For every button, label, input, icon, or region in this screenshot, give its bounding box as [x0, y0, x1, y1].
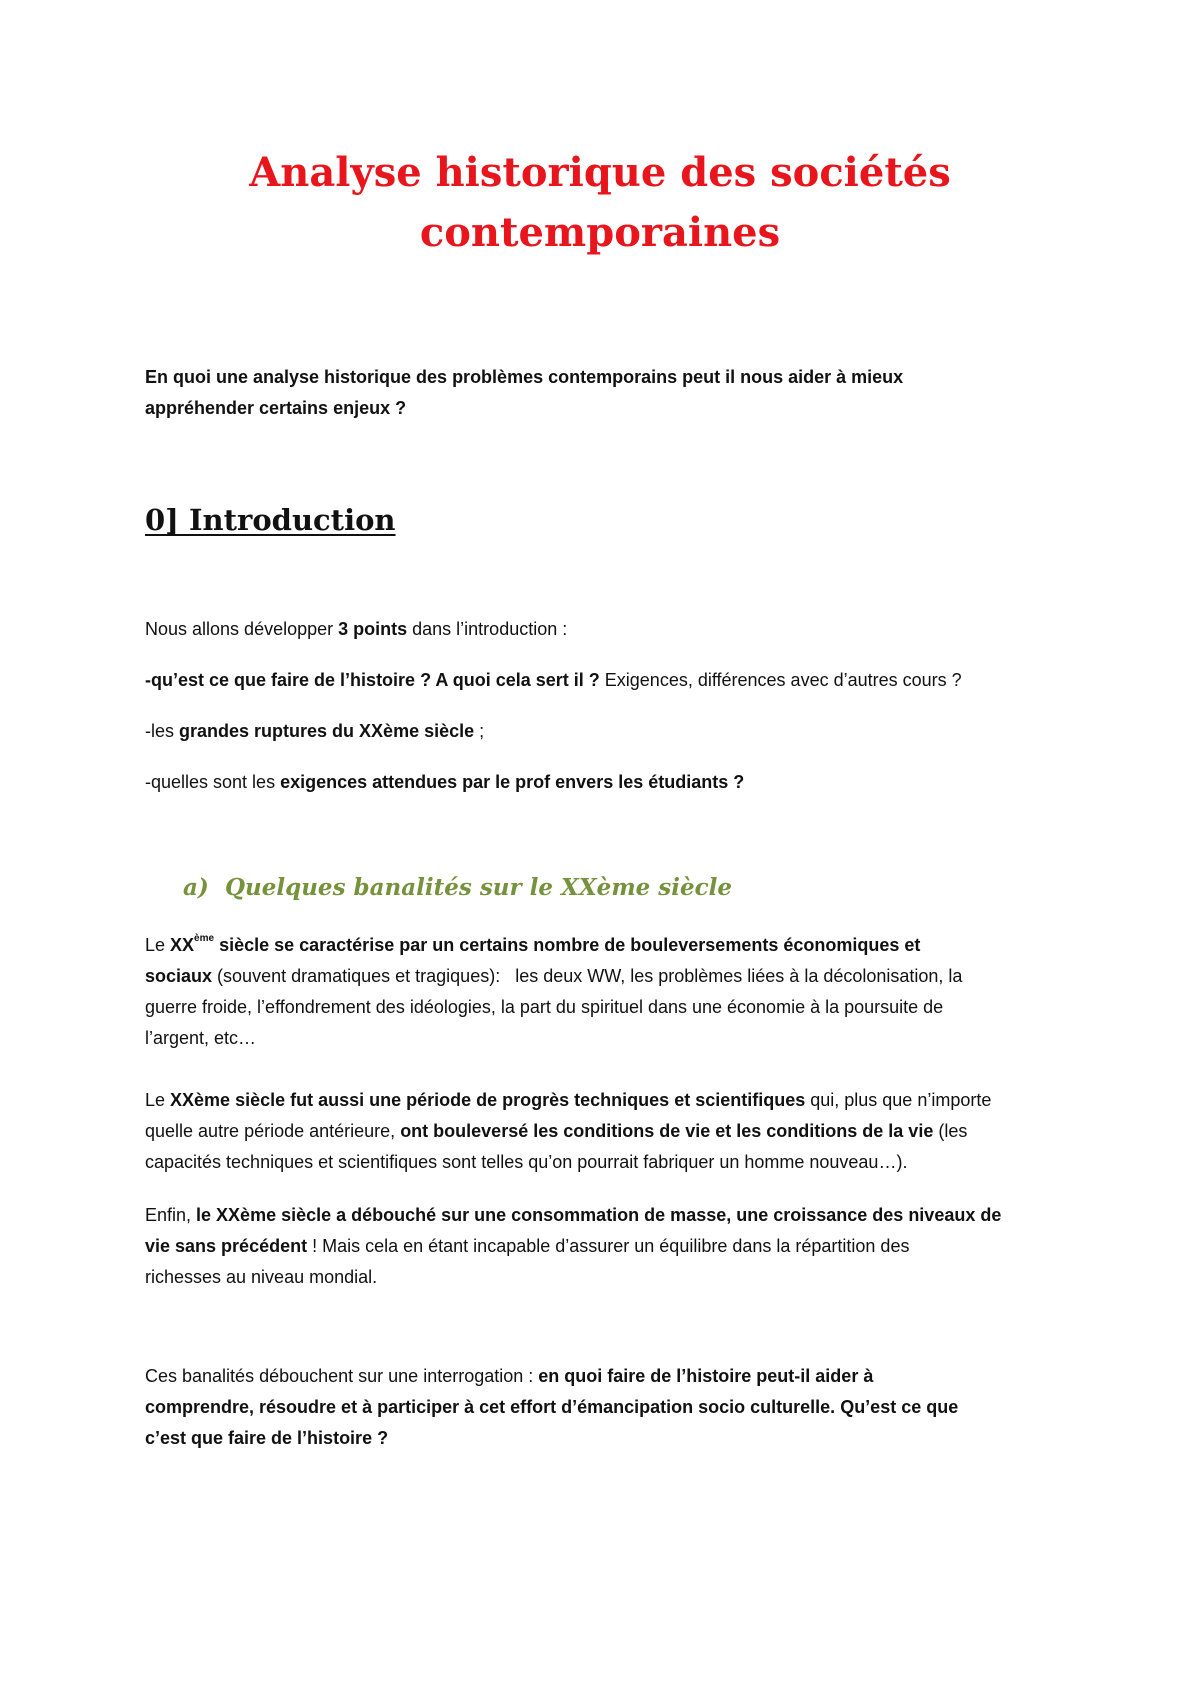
- p4-bold-d: c’est que faire de l’histoire ?: [145, 1428, 389, 1448]
- paragraph-4-line-3: [145, 1423, 1075, 1454]
- subheading-marker: a): [183, 874, 209, 901]
- paragraph-2: [145, 1085, 1075, 1178]
- bullet-3-plain: -quelles sont les: [145, 772, 281, 792]
- p1-sociaux: sociaux: [145, 966, 213, 986]
- paragraph-1: [145, 930, 1075, 1054]
- paragraph-3: [145, 1200, 1075, 1293]
- paragraph-2-line-2: [145, 1116, 1075, 1147]
- p2-text-a: Le: [145, 1090, 171, 1110]
- section-heading-introduction: 0] Introduction: [145, 503, 396, 537]
- paragraph-1-line-1: [145, 930, 1075, 961]
- p2-bold-b: XXème siècle fut aussi une période de progrès techniques et scientifiques: [170, 1090, 806, 1110]
- p3-text-a: Enfin,: [145, 1205, 197, 1225]
- intro-emphasis: 3 points: [338, 619, 408, 639]
- central-question: [145, 362, 1065, 424]
- bullet-2-end: ;: [474, 721, 485, 741]
- p1-text-a: Le: [145, 935, 171, 955]
- p1-text-e: (souvent dramatiques et tragiques): les deux WW, les problèmes liées à la décolonisation, la: [212, 966, 963, 986]
- paragraph-3-line-1: [145, 1200, 1075, 1231]
- p2-text-f: (les: [933, 1121, 968, 1141]
- p3-bold-c: vie sans précédent: [145, 1236, 308, 1256]
- paragraph-1-line-4: l’argent, etc…: [145, 1028, 257, 1048]
- p2-bold-e: ont bouleversé les conditions de vie et les conditions de la vie: [400, 1121, 934, 1141]
- subheading-banalites: [183, 872, 732, 904]
- paragraph-4: [145, 1361, 1075, 1454]
- paragraph-4-line-1: [145, 1361, 1075, 1392]
- bullet-3: [145, 767, 1075, 798]
- p1-text-c: siècle se caractérise par un certains nombre de bouleversements économiques et: [214, 935, 921, 955]
- p1-superscript: ème: [194, 933, 215, 944]
- bullet-3-bold: exigences attendues par le prof envers les étudiants ?: [280, 772, 745, 792]
- intro-text: Nous allons développer: [145, 619, 339, 639]
- p2-text-c: qui, plus que n’importe: [805, 1090, 992, 1110]
- p3-text-d: ! Mais cela en étant incapable d’assurer un équilibre dans la répartition des: [307, 1236, 910, 1256]
- paragraph-2-line-1: [145, 1085, 1075, 1116]
- paragraph-1-line-2: [145, 961, 1075, 992]
- bullet-2-plain: -les: [145, 721, 180, 741]
- bullet-1-rest: Exigences, différences avec d’autres cours ?: [599, 670, 962, 690]
- bullet-1: [145, 665, 1075, 696]
- document-title-line-1: Analyse historique des sociétés: [249, 149, 951, 196]
- p2-text-d: quelle autre période antérieure,: [145, 1121, 401, 1141]
- intro-text-end: dans l’introduction :: [407, 619, 568, 639]
- central-question-line-2: appréhender certains enjeux ?: [145, 398, 407, 418]
- p3-bold-b: le XXème siècle a débouché sur une consommation de masse, une croissance des niveaux de: [196, 1205, 1002, 1225]
- p4-bold-c: comprendre, résoudre et à participer à cet effort d’émancipation socio culturelle. Qu’est ce que: [145, 1397, 959, 1417]
- paragraph-4-line-2: [145, 1392, 1075, 1423]
- bullet-2: [145, 716, 1075, 747]
- bullet-2-bold: grandes ruptures du XXème siècle: [179, 721, 475, 741]
- paragraph-2-line-3: capacités techniques et scientifiques sont telles qu’on pourrait fabriquer un homme nouveau…).: [145, 1152, 908, 1172]
- intro-paragraph: [145, 614, 1075, 645]
- central-question-line-1: En quoi une analyse historique des problèmes contemporains peut il nous aider à mieux: [145, 367, 904, 387]
- subheading-text: Quelques banalités sur le XXème siècle: [225, 874, 732, 901]
- bullet-1-bold: -qu’est ce que faire de l’histoire ? A quoi cela sert il ?: [145, 670, 600, 690]
- paragraph-1-line-3: guerre froide, l’effondrement des idéologies, la part du spirituel dans une économie à la poursuite de: [145, 997, 944, 1017]
- p4-bold-b: en quoi faire de l’histoire peut-il aider à: [538, 1366, 874, 1386]
- p4-text-a: Ces banalités débouchent sur une interrogation :: [145, 1366, 539, 1386]
- paragraph-3-line-2: [145, 1231, 1075, 1262]
- paragraph-3-line-3: richesses au niveau mondial.: [145, 1267, 378, 1287]
- p1-xx: XX: [170, 935, 195, 955]
- document-title-line-2: contemporaines: [419, 209, 781, 256]
